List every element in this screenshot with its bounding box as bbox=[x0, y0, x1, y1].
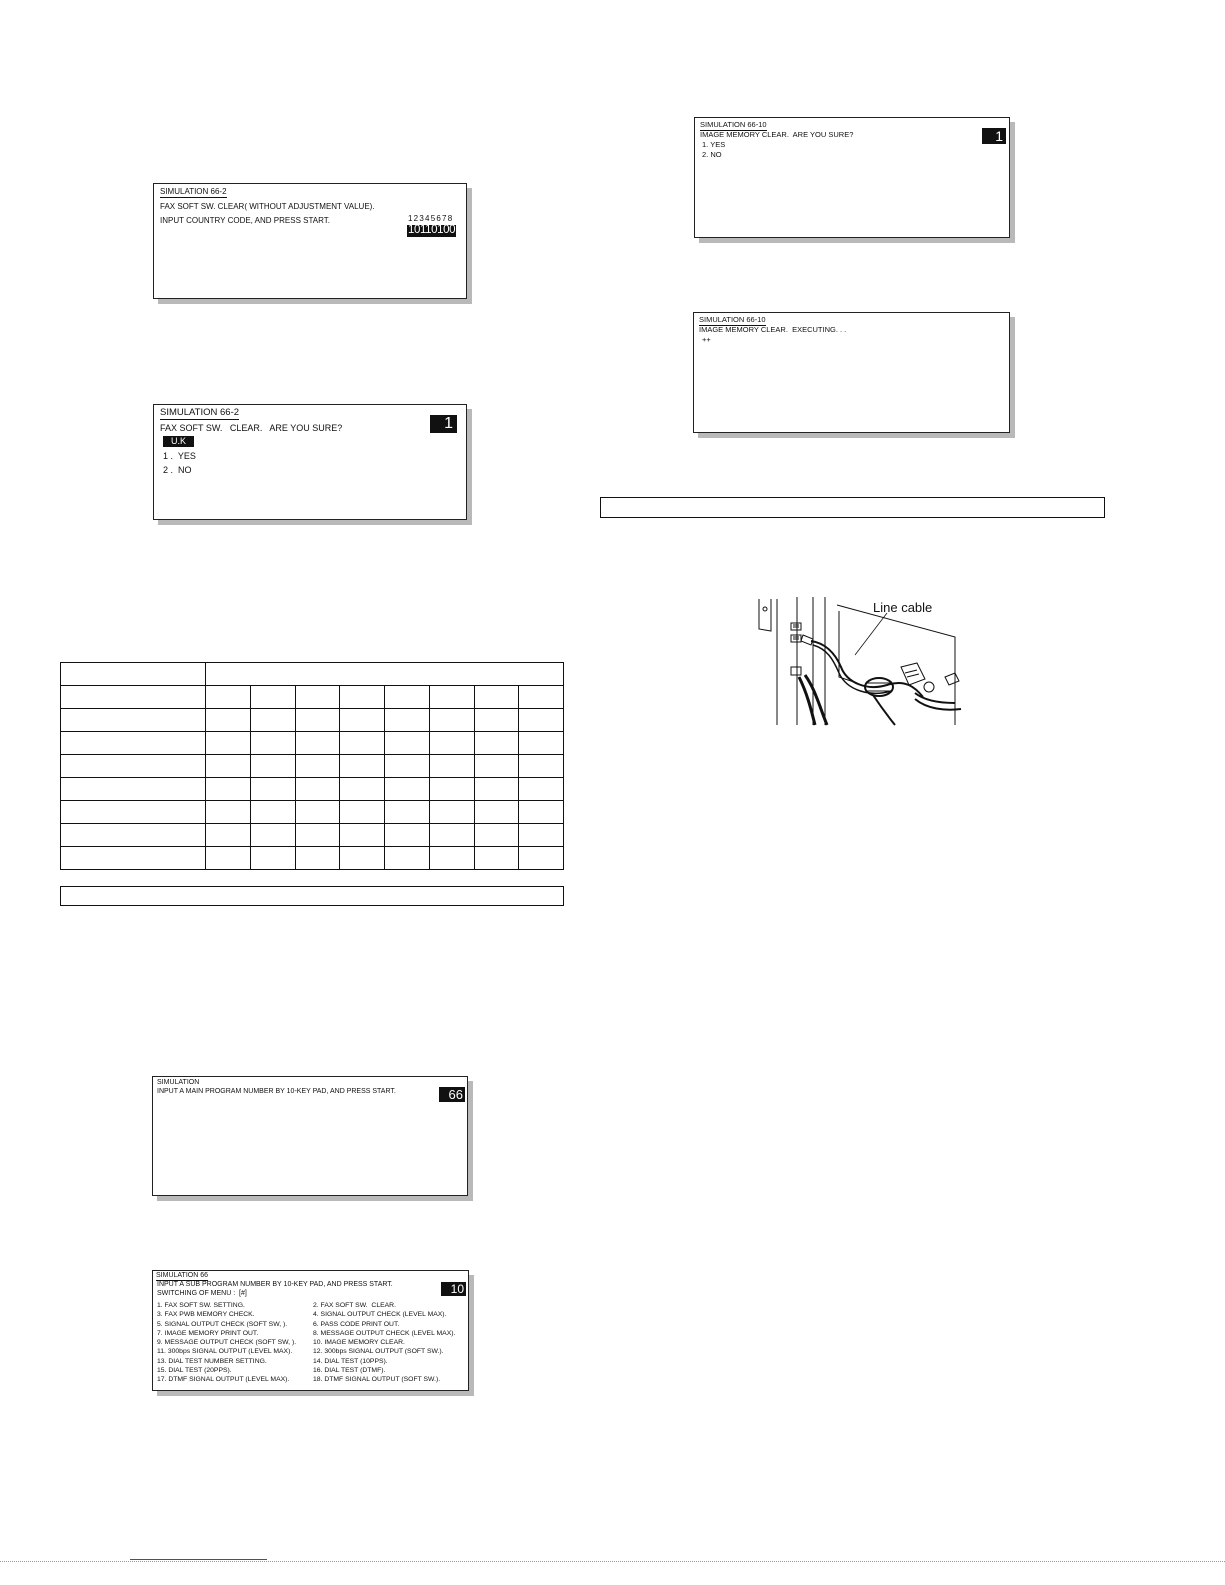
table-cell bbox=[340, 824, 385, 847]
menu-item[interactable]: 15. DIAL TEST (20PPS). bbox=[157, 1367, 232, 1375]
table-cell bbox=[61, 778, 206, 801]
table-cell bbox=[61, 709, 206, 732]
table-cell bbox=[250, 801, 295, 824]
screen-message: IMAGE MEMORY CLEAR. EXECUTING. . . bbox=[699, 325, 847, 334]
section-heading-box bbox=[60, 886, 564, 906]
table-cell bbox=[206, 778, 251, 801]
table-cell bbox=[385, 778, 430, 801]
table-cell bbox=[429, 686, 474, 709]
table-cell bbox=[206, 847, 251, 870]
table-row bbox=[61, 824, 564, 847]
table-row bbox=[61, 732, 564, 755]
table-cell bbox=[295, 732, 340, 755]
table-cell bbox=[474, 686, 519, 709]
table-cell bbox=[429, 755, 474, 778]
menu-item[interactable]: 7. IMAGE MEMORY PRINT OUT. bbox=[157, 1329, 259, 1337]
sim-66-10-executing-screen bbox=[693, 312, 1010, 433]
menu-item[interactable]: 4. SIGNAL OUTPUT CHECK (LEVEL MAX). bbox=[313, 1311, 447, 1319]
screen-title: SIMULATION 66-10 bbox=[699, 315, 766, 324]
table-cell bbox=[61, 663, 206, 686]
progress-indicator: ++ bbox=[702, 335, 711, 344]
menu-item[interactable]: 10. IMAGE MEMORY CLEAR. bbox=[313, 1339, 405, 1347]
screen-message: INPUT A MAIN PROGRAM NUMBER BY 10-KEY PAD, AND PRESS START. bbox=[157, 1088, 396, 1095]
table-cell bbox=[474, 709, 519, 732]
screen-title: SIMULATION 66 bbox=[156, 1272, 208, 1279]
table-cell bbox=[474, 755, 519, 778]
table-cell bbox=[474, 801, 519, 824]
table-cell bbox=[295, 801, 340, 824]
table-cell bbox=[295, 755, 340, 778]
table-cell bbox=[206, 663, 564, 686]
table-cell bbox=[250, 755, 295, 778]
country-name-badge: U.K bbox=[163, 436, 194, 447]
table-cell bbox=[385, 801, 430, 824]
menu-item[interactable]: 9. MESSAGE OUTPUT CHECK (SOFT SW, ). bbox=[157, 1339, 297, 1347]
menu-switch-hint: SWITCHING OF MENU : [#] bbox=[157, 1290, 247, 1297]
menu-item[interactable]: 17. DTMF SIGNAL OUTPUT (LEVEL MAX). bbox=[157, 1376, 290, 1384]
option-yes[interactable]: 1. YES bbox=[702, 140, 726, 149]
menu-item[interactable]: 3. FAX PWB MEMORY CHECK. bbox=[157, 1311, 255, 1319]
screen-title: SIMULATION 66-2 bbox=[160, 187, 227, 196]
table-cell bbox=[385, 732, 430, 755]
line-cable-label: Line cable bbox=[873, 600, 933, 615]
menu-left-column bbox=[157, 1301, 296, 1385]
table-cell bbox=[295, 778, 340, 801]
table-cell bbox=[429, 801, 474, 824]
table-cell bbox=[474, 824, 519, 847]
screen-title: SIMULATION 66-2 bbox=[160, 407, 240, 418]
table-cell bbox=[429, 824, 474, 847]
table-cell bbox=[385, 824, 430, 847]
table-cell bbox=[340, 709, 385, 732]
table-cell bbox=[385, 755, 430, 778]
table-row bbox=[61, 755, 564, 778]
menu-item[interactable]: 11. 300bps SIGNAL OUTPUT (LEVEL MAX). bbox=[157, 1348, 293, 1356]
program-number-display: 66 bbox=[439, 1087, 465, 1102]
menu-item[interactable]: 1. FAX SOFT SW. SETTING. bbox=[157, 1302, 245, 1309]
table-cell bbox=[206, 755, 251, 778]
table-row bbox=[61, 778, 564, 801]
table-cell bbox=[519, 801, 564, 824]
screen-title: SIMULATION bbox=[157, 1079, 200, 1086]
table-cell bbox=[474, 847, 519, 870]
table-cell bbox=[250, 847, 295, 870]
selected-number-display: 1 bbox=[430, 415, 457, 433]
table-cell bbox=[206, 732, 251, 755]
table-row bbox=[61, 686, 564, 709]
table-cell bbox=[474, 778, 519, 801]
line-cable-illustration bbox=[755, 597, 965, 727]
table-cell bbox=[385, 709, 430, 732]
table-cell bbox=[519, 778, 564, 801]
table-row bbox=[61, 801, 564, 824]
sim-66-2-country-screen bbox=[153, 183, 467, 299]
selected-number-display: 1 bbox=[982, 128, 1006, 144]
section-heading-box bbox=[600, 497, 1105, 518]
menu-item[interactable]: 18. DTMF SIGNAL OUTPUT (SOFT SW.). bbox=[313, 1376, 441, 1384]
table-cell bbox=[61, 801, 206, 824]
table-cell bbox=[295, 709, 340, 732]
menu-item[interactable]: 16. DIAL TEST (DTMF). bbox=[313, 1367, 386, 1375]
table-cell bbox=[295, 847, 340, 870]
option-no[interactable]: 2 . NO bbox=[163, 465, 192, 475]
table-cell bbox=[474, 732, 519, 755]
table-cell bbox=[250, 824, 295, 847]
table-cell bbox=[250, 709, 295, 732]
table-cell bbox=[206, 801, 251, 824]
table-cell bbox=[206, 686, 251, 709]
country-code-table bbox=[60, 662, 564, 870]
table-cell bbox=[250, 732, 295, 755]
table-cell bbox=[519, 755, 564, 778]
table-header-row bbox=[61, 663, 564, 686]
menu-item[interactable]: 12. 300bps SIGNAL OUTPUT (SOFT SW.). bbox=[313, 1348, 444, 1356]
table-cell bbox=[519, 686, 564, 709]
menu-item[interactable]: 2. FAX SOFT SW. CLEAR. bbox=[313, 1302, 396, 1309]
table-row bbox=[61, 847, 564, 870]
table-cell bbox=[519, 709, 564, 732]
menu-right-column bbox=[313, 1301, 455, 1385]
menu-item[interactable]: 8. MESSAGE OUTPUT CHECK (LEVEL MAX). bbox=[313, 1329, 456, 1337]
country-code-bits[interactable]: 10110100 bbox=[408, 224, 456, 236]
table-cell bbox=[295, 686, 340, 709]
table-cell bbox=[250, 686, 295, 709]
table-row bbox=[61, 709, 564, 732]
screen-message: FAX SOFT SW. CLEAR. ARE YOU SURE? bbox=[160, 423, 343, 433]
table-cell bbox=[250, 778, 295, 801]
table-cell bbox=[385, 847, 430, 870]
simulation-main-program-screen bbox=[152, 1076, 468, 1196]
option-yes[interactable]: 1 . YES bbox=[163, 451, 196, 461]
screen-message: FAX SOFT SW. CLEAR( WITHOUT ADJUSTMENT VALUE). bbox=[160, 202, 375, 211]
table-cell bbox=[429, 709, 474, 732]
table-cell bbox=[429, 778, 474, 801]
table-cell bbox=[340, 755, 385, 778]
table-cell bbox=[61, 847, 206, 870]
menu-item[interactable]: 13. DIAL TEST NUMBER SETTING. bbox=[157, 1357, 267, 1365]
simulation-66-menu-screen bbox=[152, 1270, 469, 1391]
table-cell bbox=[340, 686, 385, 709]
table-cell bbox=[519, 847, 564, 870]
footer-link-underline bbox=[130, 1559, 267, 1560]
table-cell bbox=[519, 824, 564, 847]
menu-item[interactable]: 5. SIGNAL OUTPUT CHECK (SOFT SW, ). bbox=[157, 1320, 288, 1328]
screen-message: IMAGE MEMORY CLEAR. ARE YOU SURE? bbox=[700, 130, 854, 139]
machine-rear-connection-icon bbox=[755, 597, 965, 727]
table-cell bbox=[61, 732, 206, 755]
table-cell bbox=[429, 732, 474, 755]
bit-position-labels: 1 2 3 4 5 6 7 8 bbox=[408, 214, 452, 223]
table-cell bbox=[295, 824, 340, 847]
menu-item[interactable]: 14. DIAL TEST (10PPS). bbox=[313, 1357, 388, 1365]
sub-program-number-display: 10 bbox=[441, 1282, 466, 1296]
table-cell bbox=[206, 824, 251, 847]
option-no[interactable]: 2. NO bbox=[702, 150, 722, 159]
table-cell bbox=[340, 801, 385, 824]
table-cell bbox=[519, 732, 564, 755]
table-cell bbox=[61, 824, 206, 847]
sim-66-10-confirm-screen bbox=[694, 117, 1010, 238]
menu-item[interactable]: 6. PASS CODE PRINT OUT. bbox=[313, 1320, 400, 1328]
table-cell bbox=[61, 686, 206, 709]
sim-66-2-confirm-screen bbox=[153, 404, 467, 520]
screen-message: INPUT A SUB PROGRAM NUMBER BY 10-KEY PAD, AND PRESS START. bbox=[157, 1281, 393, 1288]
footer-rule bbox=[0, 1561, 1225, 1562]
screen-title: SIMULATION 66-10 bbox=[700, 120, 767, 129]
table-cell bbox=[340, 847, 385, 870]
table-cell bbox=[340, 778, 385, 801]
table-cell bbox=[385, 686, 430, 709]
table-cell bbox=[206, 709, 251, 732]
screen-prompt: INPUT COUNTRY CODE, AND PRESS START. bbox=[160, 216, 330, 225]
table-cell bbox=[340, 732, 385, 755]
table-cell bbox=[429, 847, 474, 870]
table-cell bbox=[61, 755, 206, 778]
